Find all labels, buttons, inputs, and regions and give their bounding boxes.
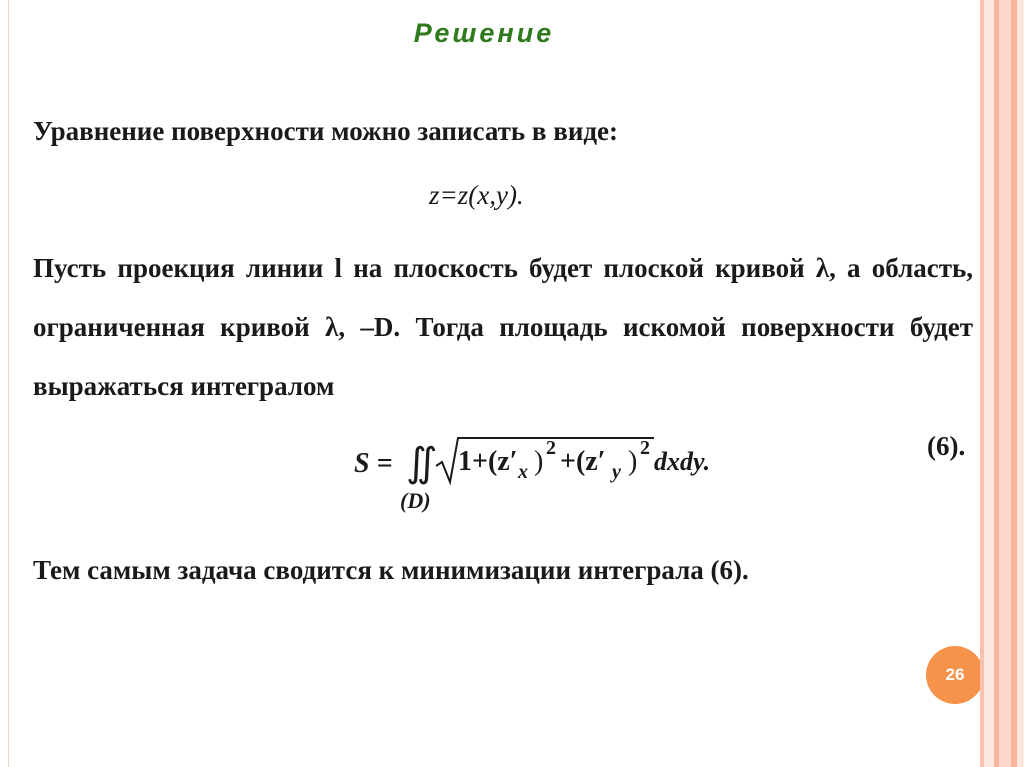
slide-title: Решение [413, 18, 555, 48]
decorative-side-stripes [980, 0, 1024, 767]
page-number-badge: 26 [926, 646, 984, 704]
formula-sub-x: x [518, 461, 528, 483]
paragraph-projection: Пусть проекция линии l на плоскость будет плоской кривой λ, а область, ограниченная кривой λ, –D. Тогда площадь искомой поверхности будет выражаться интегралом [33, 253, 973, 401]
formula-sub-y: y [612, 461, 621, 483]
formula-term-1: 1+(z′ [458, 446, 518, 477]
integration-domain: (D) [400, 488, 431, 513]
formula-close-1: ) [534, 446, 544, 477]
formula-square-1: 2 [546, 437, 556, 459]
formula-square-2: 2 [640, 437, 650, 459]
formula-close-2: ) [628, 446, 638, 477]
formula-differentials: dxdy. [654, 447, 711, 476]
paragraph-surface-equation: Уравнение поверхности можно записать в виде: [33, 116, 619, 146]
paragraph-conclusion: Тем самым задача сводится к минимизации интеграла (6). [33, 555, 749, 585]
equation-z: z=z(x,y). [429, 180, 524, 210]
slide [8, 0, 981, 767]
double-integral-sign: ∬ [406, 440, 438, 485]
formula-term-2: +(z′ [560, 446, 606, 477]
formula-lhs: S = [354, 448, 393, 479]
equation-number: (6). [927, 431, 966, 461]
surface-area-formula [354, 432, 774, 522]
